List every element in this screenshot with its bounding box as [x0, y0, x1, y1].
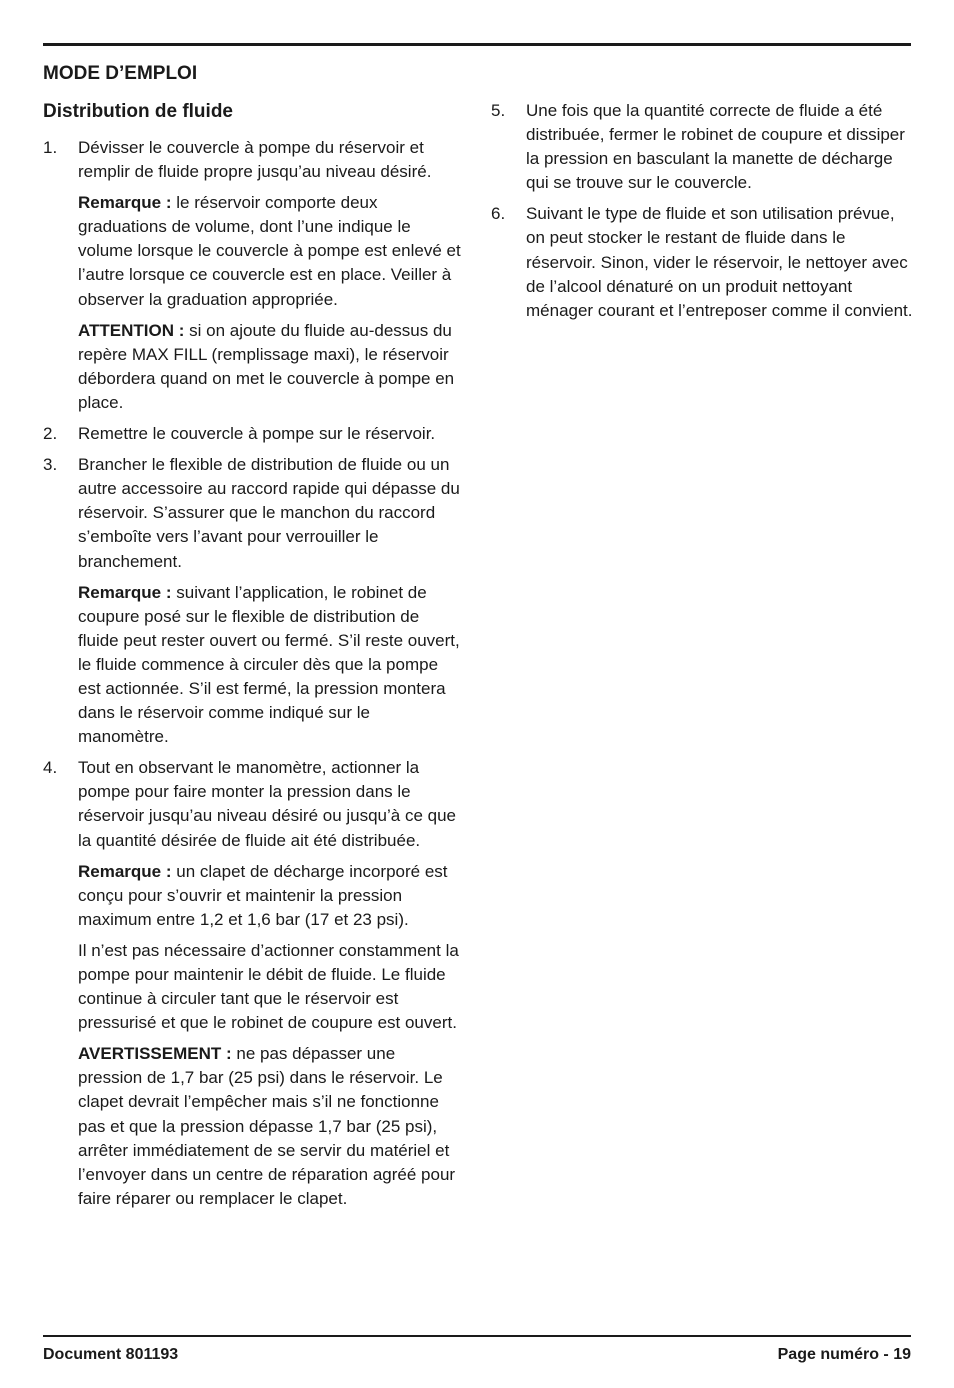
- list-item: [43, 756, 463, 1211]
- item-text: Une fois que la quantité correcte de fluide a été distribuée, fermer le robinet de coupure et dissiper la pression en basculant la manette de décharge qui se trouve sur le couvercle.: [526, 101, 905, 193]
- item-number: 2.: [43, 424, 58, 444]
- section-title: MODE D’EMPLOI: [43, 63, 198, 84]
- item-text: Tout en observant le manomètre, actionner la pompe pour faire monter la pression dans le réservoir jusqu’au niveau désiré ou jusqu’à ce que la quantité désirée de fluide ait été distribuée.: [78, 758, 457, 850]
- note-paragraph: [78, 581, 463, 750]
- warning-label: AVERTISSEMENT :: [78, 1044, 232, 1064]
- list-item: [491, 202, 913, 322]
- warning-text: ne pas dépasser une pression de 1,7 bar (25 psi) dans le réservoir. Le clapet devrait l’empêcher mais s’il ne fonctionne pas et que la pression dépasse 1,7 bar (25 psi), arrêter immédiatement de se servir du matériel et l’envoyer dans un centre de réparation agréé pour faire réparer ou remplacer le clapet.: [78, 1044, 456, 1208]
- top-rule: [43, 43, 911, 46]
- instruction-list: [43, 136, 463, 1211]
- item-number: 4.: [43, 758, 58, 778]
- list-item: [491, 99, 913, 195]
- body-paragraph: Il n’est pas nécessaire d’actionner constamment la pompe pour maintenir le débit de fluide. Le fluide continue à circuler tant que le réservoir est pressurisé et que le robinet de coupure est ouvert.: [78, 940, 459, 1033]
- item-number: 5.: [491, 101, 506, 120]
- subsection-title: Distribution de fluide: [43, 101, 233, 122]
- left-column: [43, 99, 463, 1218]
- note-text: un clapet de décharge incorporé est conçu pour s’ouvrir et maintenir la pression maximum entre 1,2 et 1,6 bar (17 et 23 psi).: [78, 861, 448, 929]
- item-number: 6.: [491, 204, 506, 224]
- item-text: Suivant le type de fluide et son utilisation prévue, on peut stocker le restant de fluide dans le réservoir. Sinon, vider le réservoir, le nettoyer avec de l’alcool dénaturé on un produit nettoyant ménager courant et l’entreposer comme il convient.: [526, 204, 913, 320]
- list-item: [43, 422, 463, 446]
- note-label: Remarque :: [78, 193, 172, 213]
- item-number: 1.: [43, 138, 58, 157]
- note-paragraph: [78, 860, 463, 932]
- warning-paragraph: [78, 1042, 463, 1211]
- caution-label: ATTENTION :: [78, 320, 185, 340]
- note-label: Remarque :: [78, 861, 172, 881]
- item-text: Dévisser le couvercle à pompe du réservoir et remplir de fluide propre jusqu’au niveau désiré.: [78, 138, 432, 182]
- note-text: suivant l’application, le robinet de coupure posé sur le flexible de distribution de fluide peut rester ouvert ou fermé. S’il reste ouvert, le fluide commence à circuler dès que la pompe est actionnée. S’il est fermé, la pression montera dans le réservoir comme indiqué sur le manomètre.: [78, 582, 460, 747]
- caution-text: si on ajoute du fluide au-dessus du repère MAX FILL (remplissage maxi), le réservoir débordera quand on met le couvercle à pompe en place.: [78, 320, 455, 412]
- bottom-rule: [43, 1335, 911, 1337]
- caution-paragraph: [78, 319, 463, 415]
- note-label: Remarque :: [78, 582, 172, 602]
- note-text: le réservoir comporte deux graduations de volume, dont l’une indique le volume lorsque le couvercle à pompe est enlevé et l’autre lorsque ce couvercle est en place. Veiller à observer la graduation appropriée.: [78, 193, 461, 309]
- right-column: [491, 99, 913, 330]
- list-item: [43, 136, 463, 415]
- item-text: Remettre le couvercle à pompe sur le réservoir.: [78, 424, 436, 444]
- document-number: Document 801193: [43, 1346, 179, 1363]
- item-text: Brancher le flexible de distribution de fluide ou un autre accessoire au raccord rapide qui dépasse du réservoir. S’assurer que le manchon du raccord s’emboîte vers l’avant pour verrouiller le branchement.: [78, 455, 460, 571]
- item-number: 3.: [43, 455, 58, 475]
- note-paragraph: [78, 191, 463, 311]
- instruction-list-continued: [491, 99, 913, 323]
- list-item: [43, 453, 463, 749]
- page-number: Page numéro - 19: [777, 1346, 911, 1363]
